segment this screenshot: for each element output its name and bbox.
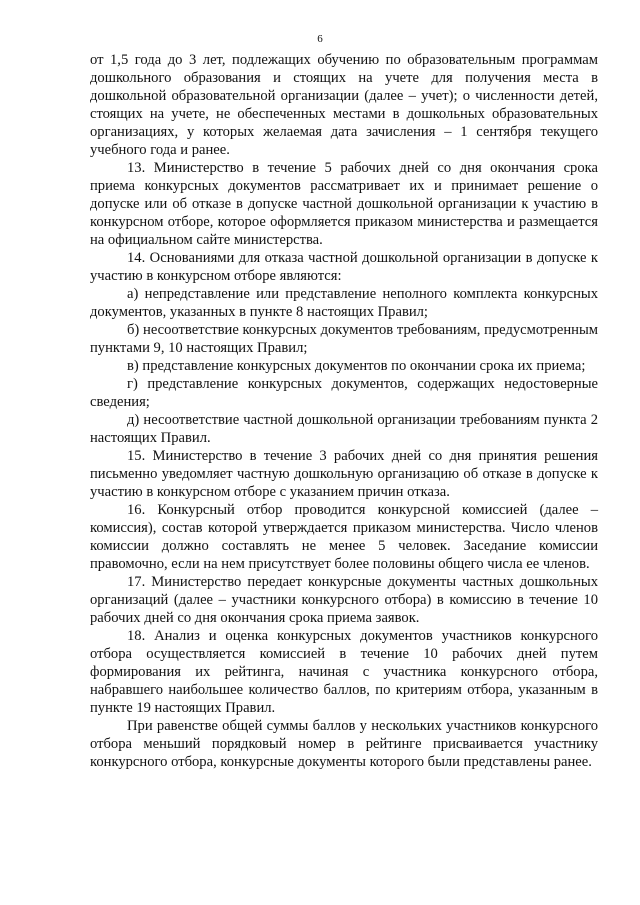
paragraph-14-v: в) представление конкурсных документов по окончании срока их приема; — [127, 358, 586, 374]
paragraph-14: 14. Основаниями для отказа частной дошкольной организации в допуске к участию в конкурсном отборе являются: — [90, 250, 598, 284]
paragraph-14-g: г) представление конкурсных документов, содержащих недостоверные сведения; — [90, 376, 598, 410]
page-number: 6 — [317, 33, 323, 45]
document-body — [90, 51, 598, 771]
paragraph-17: 17. Министерство передает конкурсные документы частных дошкольных организаций (далее – участники конкурсного отбора) в комиссию в течение 10 рабочих дней со дня окончания срока приема заявок. — [90, 574, 598, 626]
paragraph-18: 18. Анализ и оценка конкурсных документов участников конкурсного отбора осуществляется комиссией в течение 10 рабочих дней путем формирования их рейтинга, начиная с участника конкурсного отбора, набравшего наибольшее количество баллов, по критериям отбора, указанным в пункте 19 настоящих Правил. — [90, 628, 598, 716]
paragraph-14-b: б) несоответствие конкурсных документов требованиям, предусмотренным пунктами 9, 10 настоящих Правил; — [90, 322, 598, 356]
paragraph-13: 13. Министерство в течение 5 рабочих дней со дня окончания срока приема конкурсных документов рассматривает их и принимает решение о допуске или об отказе в допуске частной дошкольной организации к участию в конкурсном отборе, которое оформляется приказом министерства и размещается на официальном сайте министерства. — [90, 160, 598, 248]
paragraph-16: 16. Конкурсный отбор проводится конкурсной комиссией (далее – комиссия), состав которой утверждается приказом министерства. Число членов комиссии должно составлять не менее 5 человек. Заседание комиссии правомочно, если на нем присутствует более половины общего числа ее членов. — [90, 502, 598, 572]
paragraph-18-tie-rule: При равенстве общей суммы баллов у нескольких участников конкурсного отбора меньший порядковый номер в рейтинге присваивается участнику конкурсного отбора, конкурсные документы которого были представлены ранее. — [90, 718, 598, 770]
paragraph-14-a: а) непредставление или представление неполного комплекта конкурсных документов, указанных в пункте 8 настоящих Правил; — [90, 286, 598, 320]
paragraph-15: 15. Министерство в течение 3 рабочих дней со дня принятия решения письменно уведомляет частную дошкольную организацию об отказе в допуске к участию в конкурсном отборе с указанием причин отказа. — [90, 448, 598, 500]
paragraph-14-d: д) несоответствие частной дошкольной организации требованиям пункта 2 настоящих Правил. — [90, 412, 598, 446]
paragraph-continuation: от 1,5 года до 3 лет, подлежащих обучению по образовательным программам дошкольного образования и стоящих на учете для получения места в дошкольной образовательной организации (далее – учет); о численности детей, стоящих на учете, не обеспеченных местами в дошкольных образовательных организациях, у которых желаемая дата зачисления – 1 сентября текущего учебного года и ранее. — [90, 52, 598, 158]
